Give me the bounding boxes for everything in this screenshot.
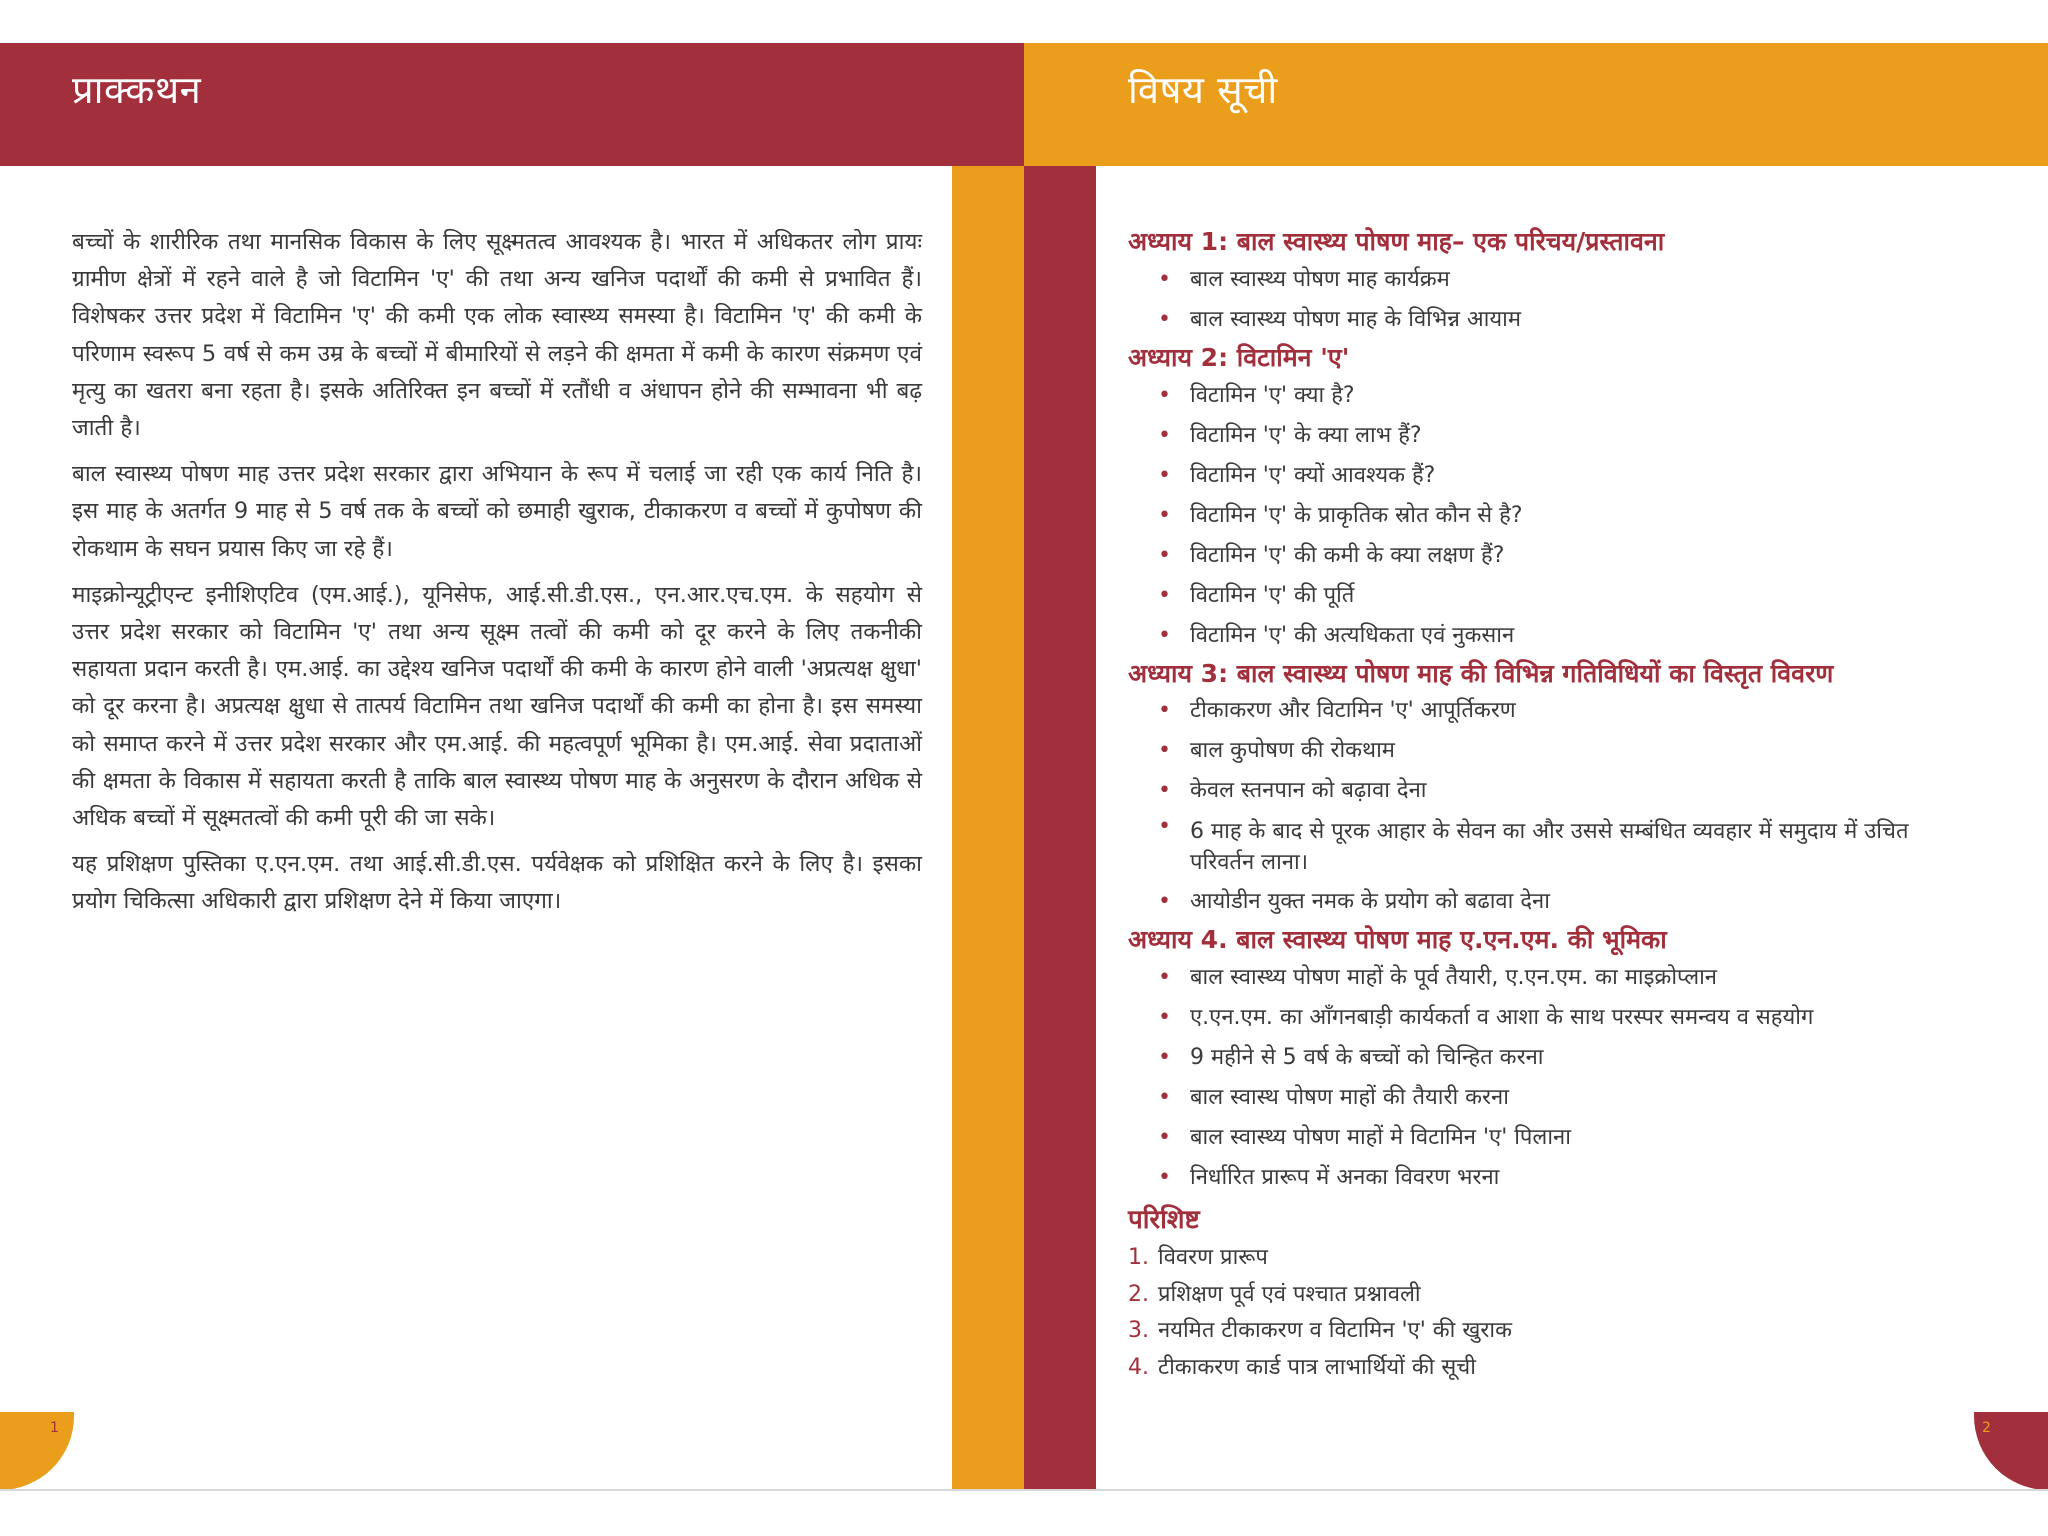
toc-item-label: विटामिन 'ए' क्या है? xyxy=(1190,383,1355,408)
toc-item-label: विटामिन 'ए' क्यों आवश्यक हैं? xyxy=(1190,463,1436,488)
bullet-icon: • xyxy=(1158,463,1171,488)
toc-item-label: बाल स्वास्थ्य पोषण माहों के पूर्व तैयारी, ए.एन.एम. का माइक्रोप्लान xyxy=(1190,965,1718,990)
bullet-icon: • xyxy=(1158,543,1171,568)
toc-item-label: केवल स्तनपान को बढ़ावा देना xyxy=(1190,778,1427,803)
toc-item-label: ए.एन.एम. का आँगनबाड़ी कार्यकर्ता व आशा के साथ परस्पर समन्वय व सहयोग xyxy=(1190,1005,1814,1030)
toc-item-label: टीकाकरण और विटामिन 'ए' आपूर्तिकरण xyxy=(1190,698,1516,723)
toc-item[interactable] xyxy=(1128,576,1928,616)
toc-item[interactable] xyxy=(1128,496,1928,536)
page-corner-left xyxy=(0,1412,74,1490)
table-of-contents xyxy=(1128,224,1928,1386)
toc-chapter-heading[interactable]: अध्याय 2: विटामिन 'ए' xyxy=(1128,343,1350,372)
toc-item-label: आयोडीन युक्त नमक के प्रयोग को बढावा देना xyxy=(1190,889,1550,914)
appendix-item[interactable] xyxy=(1128,1313,1928,1350)
toc-chapter-heading[interactable]: अध्याय 3: बाल स्वास्थ्य पोषण माह की विभिन्न गतिविधियों का विस्तृत विवरण xyxy=(1128,659,1834,688)
appendix-item-number: 4. xyxy=(1128,1354,1149,1380)
toc-chapter-list xyxy=(1128,691,1928,922)
toc-chapter-list xyxy=(1128,958,1928,1198)
toc-item[interactable] xyxy=(1128,376,1928,416)
bullet-icon: • xyxy=(1158,1165,1171,1190)
toc-item-label: बाल स्वास्थ्य पोषण माहों मे विटामिन 'ए' पिलाना xyxy=(1190,1125,1571,1150)
bullet-icon: • xyxy=(1158,583,1171,608)
toc-item[interactable] xyxy=(1128,731,1928,771)
foreword-paragraph: यह प्रशिक्षण पुस्तिका ए.एन.एम. तथा आई.सी.डी.एस. पर्यवेक्षक को प्रशिक्षित करने के लिए है। इसका प्रयोग चिकित्सा अधिकारी द्वारा प्रशिक्षण देने में किया जाएगा। xyxy=(72,851,922,915)
toc-title: विषय सूची xyxy=(1128,68,1278,112)
toc-item-label: बाल कुपोषण की रोकथाम xyxy=(1190,738,1395,763)
toc-item[interactable] xyxy=(1128,1118,1928,1158)
foreword-paragraph: बाल स्वास्थ्य पोषण माह उत्तर प्रदेश सरकार द्वारा अभियान के रूप में चलाई जा रही एक कार्य निति है। इस माह के अतर्गत 9 माह से 5 वर्ष तक के बच्चों को छमाही खुराक, टीकाकरण व बच्चों में कुपोषण की रोकथाम के सघन प्रयास किए जा रहे हैं। xyxy=(72,461,922,562)
bullet-icon: • xyxy=(1158,889,1171,914)
bullet-icon: • xyxy=(1158,1045,1171,1070)
toc-item-label: विटामिन 'ए' के प्राकृतिक स्रोत कौन से है? xyxy=(1190,503,1523,528)
page-number-left: 1 xyxy=(50,1420,59,1436)
appendix-item-label: प्रशिक्षण पूर्व एवं पश्चात प्रश्नावली xyxy=(1158,1281,1421,1307)
bullet-icon: • xyxy=(1158,503,1171,528)
toc-item[interactable] xyxy=(1128,416,1928,456)
bullet-icon: • xyxy=(1158,623,1171,648)
foreword-title: प्राक्कथन xyxy=(72,68,202,112)
toc-item-label: विटामिन 'ए' की कमी के क्या लक्षण हैं? xyxy=(1190,543,1505,568)
toc-item[interactable] xyxy=(1128,771,1928,811)
bullet-icon: • xyxy=(1158,778,1171,803)
appendix-item-number: 1. xyxy=(1128,1245,1149,1270)
appendix-item[interactable] xyxy=(1128,1277,1928,1314)
appendix-item-number: 3. xyxy=(1128,1318,1149,1343)
toc-item-label: बाल स्वास्थ्य पोषण माह कार्यक्रम xyxy=(1190,267,1450,292)
bullet-icon: • xyxy=(1158,307,1171,332)
toc-item-label: विटामिन 'ए' के क्या लाभ हैं? xyxy=(1190,423,1422,448)
toc-item[interactable] xyxy=(1128,260,1928,300)
toc-item[interactable] xyxy=(1128,998,1928,1038)
toc-chapter-list xyxy=(1128,376,1928,656)
toc-chapter-heading[interactable]: अध्याय 1: बाल स्वास्थ्य पोषण माह– एक परिचय/प्रस्तावना xyxy=(1128,227,1665,256)
toc-item-label: विटामिन 'ए' की अत्यधिकता एवं नुकसान xyxy=(1190,623,1515,648)
bullet-icon: • xyxy=(1158,1085,1171,1110)
bullet-icon: • xyxy=(1158,383,1171,408)
toc-item[interactable] xyxy=(1128,811,1928,882)
toc-item-label: 9 महीने से 5 वर्ष के बच्चों को चिन्हित करना xyxy=(1190,1045,1544,1070)
bullet-icon: • xyxy=(1158,267,1171,292)
page-number-right: 2 xyxy=(1982,1420,1991,1436)
bullet-icon: • xyxy=(1158,738,1171,763)
toc-item[interactable] xyxy=(1128,1038,1928,1078)
toc-item[interactable] xyxy=(1128,958,1928,998)
foreword-body xyxy=(72,224,922,930)
toc-item-label: बाल स्वास्थ पोषण माहों की तैयारी करना xyxy=(1190,1085,1509,1110)
toc-item[interactable] xyxy=(1128,616,1928,656)
toc-item-label: 6 माह के बाद से पूरक आहार के सेवन का और उससे सम्बंधित व्यवहार में समुदाय में उचित परिवर्तन लाना। xyxy=(1190,819,1909,875)
appendix-item-number: 2. xyxy=(1128,1281,1149,1307)
spine-band-orange xyxy=(952,166,1024,1490)
toc-item[interactable] xyxy=(1128,300,1928,340)
appendix-item-label: विवरण प्रारूप xyxy=(1158,1245,1268,1270)
spine-band-red xyxy=(1024,166,1096,1490)
appendix-item-label: नयमित टीकाकरण व विटामिन 'ए' की खुराक xyxy=(1158,1318,1512,1343)
appendix-item[interactable] xyxy=(1128,1240,1928,1277)
bullet-icon: • xyxy=(1158,423,1171,448)
bullet-icon: • xyxy=(1158,965,1171,990)
toc-item[interactable] xyxy=(1128,1078,1928,1118)
appendix-item-label: टीकाकरण कार्ड पात्र लाभार्थियों की सूची xyxy=(1158,1354,1476,1380)
toc-item[interactable] xyxy=(1128,456,1928,496)
toc-item[interactable] xyxy=(1128,882,1928,922)
page-bottom-edge xyxy=(0,1489,2048,1491)
toc-item[interactable] xyxy=(1128,691,1928,731)
appendix-item[interactable] xyxy=(1128,1350,1928,1387)
top-margin xyxy=(0,0,2048,43)
bullet-icon: • xyxy=(1158,1005,1171,1030)
toc-item[interactable] xyxy=(1128,1158,1928,1198)
toc-item[interactable] xyxy=(1128,536,1928,576)
toc-item-label: बाल स्वास्थ्य पोषण माह के विभिन्न आयाम xyxy=(1190,307,1521,332)
foreword-paragraph: माइक्रोन्यूट्रीएन्ट इनीशिएटिव (एम.आई.), यूनिसेफ, आई.सी.डी.एस., एन.आर.एच.एम. के सहयोग से उत्तर प्रदेश सरकार को विटामिन 'ए' तथा अन्य सूक्ष्म तत्वों की कमी को दूर करने के लिए तकनीकी सहायता प्रदान करती है। एम.आई. का उद्देश्य खनिज पदार्थों की कमी के कारण होने वाली 'अप्रत्यक्ष क्षुधा' को दूर करना है। अप्रत्यक्ष क्षुधा से तात्पर्य विटामिन तथा खनिज पदार्थों की कमी का होना है। इस समस्या को समाप्त करने में उत्तर प्रदेश सरकार और एम.आई. की महत्वपूर्ण भूमिका है। एम.आई. सेवा प्रदाताओं की क्षमता के विकास में सहायता करती है ताकि बाल स्वास्थ्य पोषण माह के अनुसरण के दौरान अधिक से अधिक बच्चों में सूक्ष्मतत्वों की कमी पूरी की जा सके। xyxy=(72,581,922,832)
foreword-paragraph: बच्चों के शारीरिक तथा मानसिक विकास के लिए सूक्ष्मतत्व आवश्यक है। भारत में अधिकतर लोग प्रायः ग्रामीण क्षेत्रों में रहने वाले है जो विटामिन 'ए' की तथा अन्य खनिज पदार्थों की कमी से प्रभावित हैं। विशेषकर उत्तर प्रदेश में विटामिन 'ए' की कमी एक लोक स्वास्थ्य समस्या है। विटामिन 'ए' की कमी के परिणाम स्वरूप 5 वर्ष से कम उम्र के बच्चों में बीमारियों से लड़ने की क्षमता में कमी के कारण संक्रमण एवं मृत्यु का खतरा बना रहता है। इसके अतिरिक्त इन बच्चों में रतौंधी व अंधापन होने की सम्भावना भी बढ़ जाती है। xyxy=(72,229,922,442)
bullet-icon: • xyxy=(1158,698,1171,723)
bullet-icon: • xyxy=(1158,814,1171,839)
toc-chapter-heading[interactable]: अध्याय 4. बाल स्वास्थ्य पोषण माह ए.एन.एम. की भूमिका xyxy=(1128,925,1667,954)
appendix-heading[interactable]: परिशिष्ट xyxy=(1128,1205,1200,1235)
toc-item-label: निर्धारित प्रारूप में अनका विवरण भरना xyxy=(1190,1165,1500,1190)
bullet-icon: • xyxy=(1158,1125,1171,1150)
toc-chapter-list xyxy=(1128,260,1928,340)
toc-item-label: विटामिन 'ए' की पूर्ति xyxy=(1190,583,1355,608)
